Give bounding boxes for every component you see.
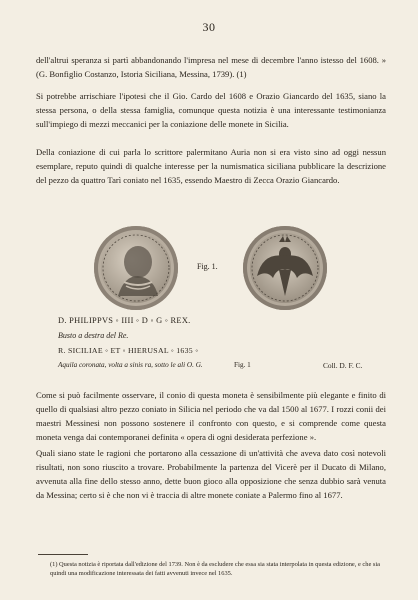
coin-reverse-image (243, 226, 327, 310)
crowned-eagle-icon (243, 226, 327, 310)
paragraph-2: Si potrebbe arrischiare l'ipotesi che il Gio. Cardo del 1608 e Orazio Giancardo del 1635, siano la stessa persona, o della stessa famiglia, comunque questa notizia è una interessante testimonianza sull'impiego di mezzi meccanici per la coniazione delle monete in Sicilia. (36, 91, 386, 129)
reverse-description: Aquila coronata, volta a sinis ra, sotto le ali O. G. (58, 361, 203, 369)
figure-reference: Fig. 1 (234, 361, 251, 369)
obverse-description: Busto a destra del Re. (58, 331, 129, 340)
obverse-legend: D. PHILIPPVS ◦ IIII ◦ D ◦ G ◦ REX. (58, 316, 191, 325)
king-bust-icon (94, 226, 178, 310)
page-number: 30 (202, 20, 216, 34)
footnote: (1) Questa notizia è riportata dall'edizione del 1739. Non è da escludere che essa sia stata interpolata in questa edizione, e che sia quindi una modificazione interessata dei fatti avvenuti invece nel 1635. (50, 561, 380, 577)
collection-credit: Coll. D. F. C. (323, 361, 363, 370)
figure-label: Fig. 1. (197, 262, 218, 271)
paragraph-1: dell'altrui speranza si partì abbandonando l'impresa nel mese di decembre l'anno istesso del 1608. » (G. Bonfiglio Costanzo, Istoria Siciliana, Messina, 1739). (1) (36, 55, 386, 79)
paragraph-5: Quali siano state le ragioni che portarono alla cessazione di un'attività che aveva dato così notevoli risultati, non sono riuscito a trovare. Probabilmente la partenza del Vicerè per il Ducato di Milano, avvenuta alla fine dello stesso anno, dette buon gioco alla opposizione che senza dubbio sarà venuta da Messina; certo si è che non vi è traccia di altre monete coniate a Palermo fino al 1677. (36, 448, 386, 500)
coin-obverse-image (94, 226, 178, 310)
paragraph-3: Della coniazione di cui parla lo scrittore palermitano Auria non si era visto sino ad oggi nessun esemplare, reputo quindi di qualche interesse per la numismatica siciliana pubblicare la descrizione del pezzo da quattro Tarì coniato nel 1635, essendo Maestro di Zecca Orazio Giancardo. (36, 147, 386, 185)
paragraph-4: Come si può facilmente osservare, il conio di questa moneta è sensibilmente più elegante e finito di quello di qualsiasi altro pezzo coniato in Silicia nel periodo che va dal 1500 al 1677. I rozzi conii dei maestri Messinesi non possono sostenere il confronto con questo, e si comprende come questa moneta venga dai contemporanei definita « opera di ogni desiderata perfezione ». (36, 390, 386, 442)
footnote-divider (38, 554, 88, 555)
reverse-legend: R. SICILIAE ◦ ET ◦ HIERUSAL ◦ 1635 ◦ (58, 346, 199, 355)
